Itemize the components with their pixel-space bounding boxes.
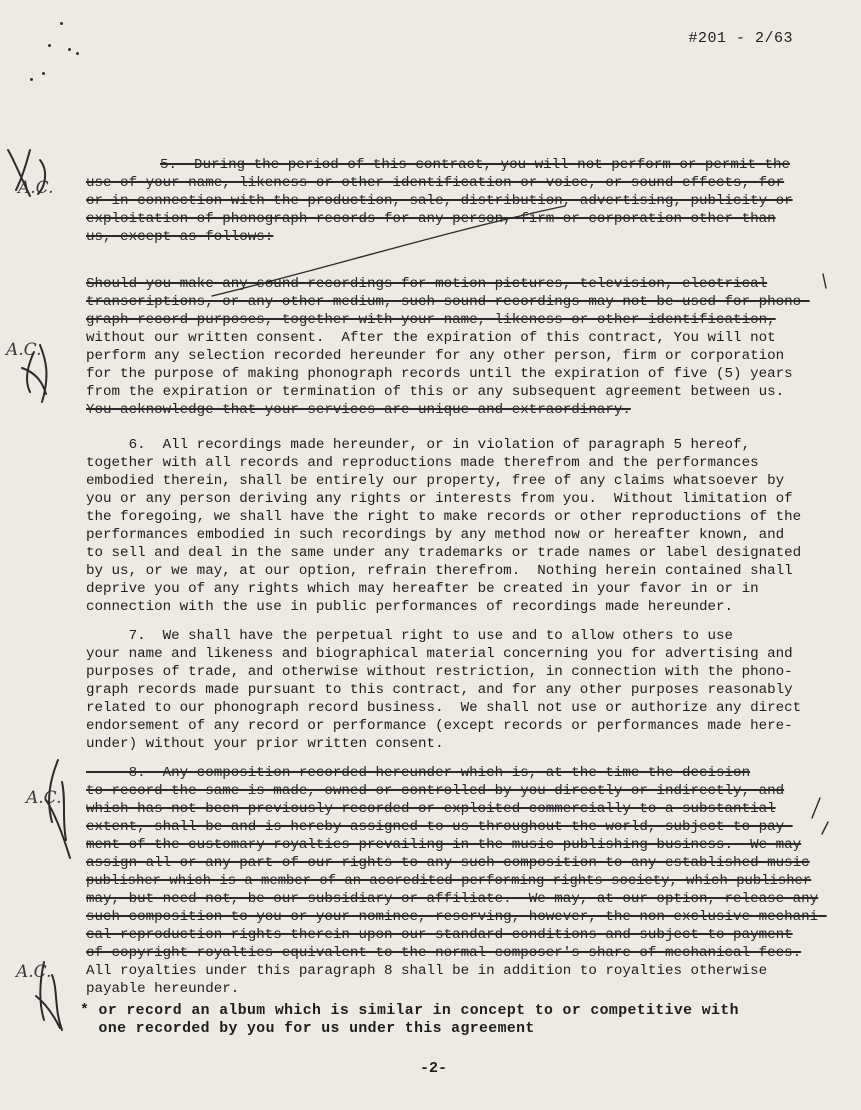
p8-line: payable hereunder. [86, 981, 240, 997]
p6-line: deprive you of any rights which may hereafter be created in your favor in or in [86, 581, 759, 597]
page-number: -2- [420, 1060, 448, 1077]
p7-line: purposes of trade, and otherwise without restriction, in connection with the phono- [86, 664, 793, 680]
p6-line: the foregoing, we shall have the right to make records or other reproductions of the [86, 509, 802, 525]
signature-scribble [46, 760, 70, 858]
p8-line: of copyright royalties equivalent to the normal composer's share of mechanical fees. [86, 945, 802, 961]
signature-scribble [36, 962, 62, 1030]
p8-line: assign all or any part of our rights to any such composition to any established music [86, 855, 810, 871]
p8-line: extent, shall be and is hereby assigned to us throughout the world, subject to pay- [86, 819, 793, 835]
document-reference: #201 - 2/63 [688, 30, 793, 47]
margin-bracket [823, 274, 826, 288]
p7-line: your name and likeness and biographical material concerning you for advertising and [86, 646, 793, 662]
p8-line: 8. Any composition recorded hereunder which is, at the time the decision [86, 765, 751, 781]
p5-line: exploitation of phonograph records for any person, firm or corporation other than [86, 211, 776, 227]
signature-scribble [8, 150, 45, 196]
p5-line: or in connection with the production, sale, distribution, advertising, publicity or [86, 193, 793, 209]
signature-scribble [22, 345, 46, 402]
insertion-line: one recorded by you for us under this agreement [80, 1021, 535, 1037]
p5b-line: from the expiration or termination of this or any subsequent agreement between us. [86, 384, 785, 400]
p6-line: by us, or we may, at our option, refrain therefrom. Nothing herein contained shall [86, 563, 793, 579]
p5b-line: You acknowledge that your services are unique and extraordinary. [86, 402, 631, 418]
p8-line: ment of the customary royalties prevailing in the music publishing business. We may [86, 837, 802, 853]
p5b-line: transcriptions, or any other medium, such sound recordings may not be used for phono- [86, 294, 810, 310]
p8-line: such composition to you or your nominee, reserving, however, the non-exclusive mechani- [86, 909, 827, 925]
p5b-line: for the purpose of making phonograph records until the expiration of five (5) years [86, 366, 793, 382]
p5b-line: graph record purposes, together with your name, likeness or other identification, [86, 312, 776, 328]
margin-initials: A.C. [16, 962, 52, 982]
p5-line: use of your name, likeness or other identification or voice, or sound effects, for [86, 175, 785, 191]
p8-line: All royalties under this paragraph 8 shall be in addition to royalties otherwise [86, 963, 768, 979]
p8-line: which has not been previously recorded or exploited commercially to a substantial [86, 801, 776, 817]
p6-line: embodied therein, shall be entirely our property, free of any claims whatsoever by [86, 473, 785, 489]
p6-line: together with all records and reproductions made therefrom and the performances [86, 455, 759, 471]
p5-line: 5. During the period of this contract, you will not perform or permit the [160, 157, 791, 173]
p5-line: us, except as follows: [86, 229, 274, 245]
p7-line: endorsement of any record or performance (except records or performances made here- [86, 718, 793, 734]
p8-line: cal reproduction rights therein upon our standard conditions and subject to payment [86, 927, 793, 943]
p7-line: related to our phonograph record business. We shall not use or authorize any direct [86, 700, 802, 716]
p5b-line: Should you make any sound recordings for motion pictures, television, electrical [86, 276, 768, 292]
p7-line: under) without your prior written consent. [86, 736, 444, 752]
margin-initials: A.C. [18, 178, 54, 198]
margin-bracket [812, 798, 828, 834]
margin-initials: A.C. [6, 340, 42, 360]
insertion-arrow-line [212, 206, 565, 296]
p5b-line: perform any selection recorded hereunder for any other person, firm or corporation [86, 348, 785, 364]
insertion-line: * or record an album which is similar in concept to or competitive with [80, 1003, 739, 1019]
p8-line: may, but need not, be our subsidiary or affiliate. We may, at our option, release any [86, 891, 819, 907]
p6-line: performances embodied in such recordings by any method now or hereafter known, and [86, 527, 785, 543]
p6-line: you or any person deriving any rights or interests from you. Without limitation of [86, 491, 793, 507]
p6-line: to sell and deal in the same under any trademarks or trade names or label designated [86, 545, 802, 561]
margin-initials: A.C. [26, 788, 62, 808]
p6-line: connection with the use in public performances of recordings made hereunder. [86, 599, 734, 615]
p7-line: graph records made pursuant to this contract, and for any other purposes reasonably [86, 682, 793, 698]
p8-line: to record the same is made, owned or controlled by you directly or indirectly, and [86, 783, 785, 799]
p7-line: 7. We shall have the perpetual right to use and to allow others to use [86, 628, 734, 644]
p6-line: 6. All recordings made hereunder, or in violation of paragraph 5 hereof, [86, 437, 751, 453]
p8-line: publisher which is a member of an accredited performing rights society, which publisher [86, 873, 812, 889]
p5b-line: without our written consent. After the expiration of this contract, You will not [86, 330, 776, 346]
